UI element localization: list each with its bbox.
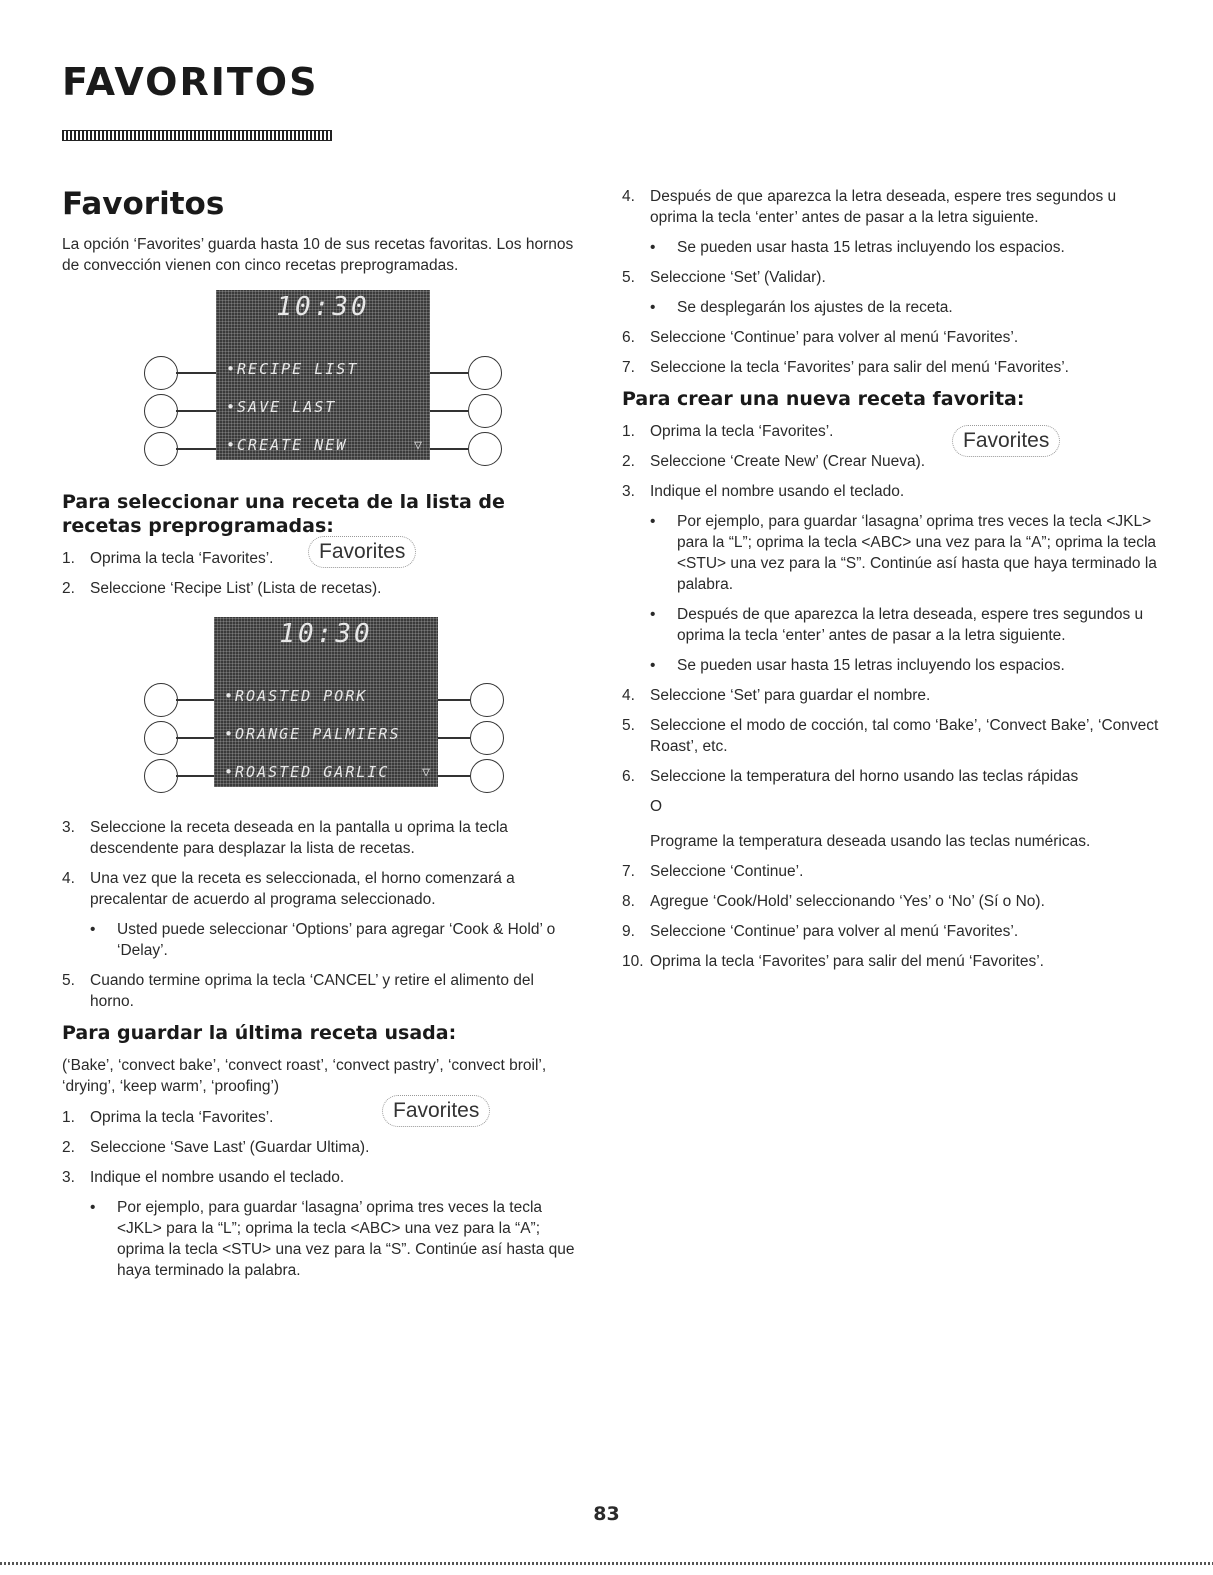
intro-paragraph: La opción ‘Favorites’ guarda hasta 10 de sus recetas favoritas. Los hornos de convección vienen con cinco recetas preprogramadas. [62, 236, 574, 274]
option-button-right-2[interactable] [470, 721, 504, 755]
or-separator: O [650, 798, 663, 815]
page-number: 83 [593, 1503, 620, 1525]
page-title: FAVORITOS [62, 60, 319, 104]
steps-block [62, 540, 582, 599]
step-item: 10. Oprima la tecla ‘Favorites’ para salir del menú ‘Favorites’. [622, 953, 1044, 970]
option-button-left-3[interactable] [144, 759, 178, 793]
option-button-right-1[interactable] [470, 683, 504, 717]
leader-line [438, 699, 470, 701]
scroll-down-icon: ▽ [422, 765, 430, 780]
leader-line [176, 699, 214, 701]
step-item: 2. Seleccione ‘Save Last’ (Guardar Ultima). [62, 1139, 370, 1156]
step-item: 3. Seleccione la receta deseada en la pantalla u oprima la tecla descendente para desplazar la lista de recetas. [62, 819, 508, 857]
step-item: 9. Seleccione ‘Continue’ para volver al menú ‘Favorites’. [622, 923, 1019, 940]
modes-note: (‘Bake’, ‘convect bake’, ‘convect roast’, ‘convect pastry’, ‘convect broil’, ‘drying’, ‘keep warm’, ‘proofing’) [62, 1057, 547, 1095]
option-button-left-1[interactable] [144, 356, 178, 390]
steps-block [622, 421, 1162, 472]
step-item: 6. Seleccione ‘Continue’ para volver al menú ‘Favorites’. [622, 329, 1019, 346]
display-option-recipe-list: •RECIPE LIST [226, 360, 359, 378]
option-button-right-3[interactable] [468, 432, 502, 466]
leader-line [176, 775, 214, 777]
steps-block [62, 1099, 582, 1158]
bullet-item: • Se pueden usar hasta 15 letras incluyendo los espacios. [650, 657, 1065, 674]
step-item: 1. Oprima la tecla ‘Favorites’. [622, 423, 834, 440]
subheading-create-new: Para crear una nueva receta favorita: [622, 388, 1025, 410]
bottom-rule [0, 1562, 1213, 1565]
bullet-item: • Por ejemplo, para guardar ‘lasagna’ oprima tres veces la tecla <JKL> para la “L”; oprima la tecla <ABC> una vez para la “A”; oprima la tecla <STU> una vez para la “S”. Continúe así hasta que haya terminado la palabra. [90, 1199, 575, 1279]
leader-line [176, 410, 216, 412]
step-item: 7. Seleccione la tecla ‘Favorites’ para salir del menú ‘Favorites’. [622, 359, 1069, 376]
step-item: 1. Oprima la tecla ‘Favorites’. [62, 1109, 274, 1126]
leader-line [430, 410, 468, 412]
option-button-right-2[interactable] [468, 394, 502, 428]
bullet-item: • Después de que aparezca la letra deseada, espere tres segundos u oprima la tecla ‘enter’ antes de pasar a la letra siguiente. [650, 606, 1144, 644]
display-clock: 10:30 [279, 619, 373, 649]
leader-line [438, 737, 470, 739]
step-item: 2. Seleccione ‘Create New’ (Crear Nueva). [622, 453, 926, 470]
bullet-item: • Se desplegarán los ajustes de la receta. [650, 299, 953, 316]
option-button-left-2[interactable] [144, 394, 178, 428]
step-item: 5. Seleccione ‘Set’ (Validar). [622, 269, 826, 286]
bullet-item: • Usted puede seleccionar ‘Options’ para agregar ‘Cook & Hold’ o ‘Delay’. [90, 921, 556, 959]
leader-line [176, 448, 216, 450]
leader-line [438, 775, 470, 777]
left-column [62, 180, 582, 1290]
title-rule [62, 130, 332, 141]
option-button-left-1[interactable] [144, 683, 178, 717]
favorites-key-icon: Favorites [382, 1095, 490, 1127]
control-display-figure [62, 290, 582, 474]
display-option-save-last: •SAVE LAST [226, 398, 337, 416]
leader-line [430, 448, 468, 450]
option-button-left-2[interactable] [144, 721, 178, 755]
option-button-right-3[interactable] [470, 759, 504, 793]
scroll-down-icon: ▽ [414, 438, 422, 453]
step-item: 8. Agregue ‘Cook/Hold’ seleccionando ‘Yes’ o ‘No’ (Sí o No). [622, 893, 1045, 910]
leader-line [430, 372, 468, 374]
step-item: 4. Después de que aparezca la letra deseada, espere tres segundos u oprima la tecla ‘enter’ antes de pasar a la letra siguiente. [622, 188, 1117, 226]
step-item: 7. Seleccione ‘Continue’. [622, 863, 804, 880]
option-button-right-1[interactable] [468, 356, 502, 390]
step-item: 4. Una vez que la receta es seleccionada, el horno comenzará a precalentar de acuerdo al programa seleccionado. [62, 870, 515, 908]
step-item: 4. Seleccione ‘Set’ para guardar el nombre. [622, 687, 931, 704]
subheading-select-recipe: Para seleccionar una receta de la lista de recetas preprogramadas: [62, 491, 505, 537]
display-option-roasted-garlic: •ROASTED GARLIC [224, 763, 390, 781]
step-item: 3. Indique el nombre usando el teclado. [62, 1169, 345, 1186]
display-option-create-new: •CREATE NEW [226, 436, 348, 454]
step-item: 2. Seleccione ‘Recipe List’ (Lista de recetas). [62, 580, 382, 597]
favorites-key-icon: Favorites [308, 536, 416, 568]
step-item: 6. Seleccione la temperatura del horno usando las teclas rápidas [622, 768, 1079, 785]
control-display-figure [62, 617, 582, 801]
display-option-roasted-pork: •ROASTED PORK [224, 687, 368, 705]
favorites-key-icon: Favorites [952, 425, 1060, 457]
step-item: 5. Seleccione el modo de cocción, tal como ‘Bake’, ‘Convect Bake’, ‘Convect Roast’, etc. [622, 717, 1159, 755]
bullet-item: • Por ejemplo, para guardar ‘lasagna’ oprima tres veces la tecla <JKL> para la “L”; oprima la tecla <ABC> una vez para la “A”; oprima la tecla <STU> una vez para la “S”. Continúe así hasta que haya terminado la palabra. [650, 513, 1157, 593]
leader-line [176, 372, 216, 374]
control-display-screen [216, 290, 430, 460]
bullet-item: • Se pueden usar hasta 15 letras incluyendo los espacios. [650, 239, 1065, 256]
step-item: 3. Indique el nombre usando el teclado. [622, 483, 905, 500]
section-heading: Favoritos [62, 186, 225, 222]
control-display-screen [214, 617, 438, 787]
subheading-save-last: Para guardar la última receta usada: [62, 1022, 457, 1044]
step-item: 5. Cuando termine oprima la tecla ‘CANCEL’ y retire el alimento del horno. [62, 972, 534, 1010]
step-item: 1. Oprima la tecla ‘Favorites’. [62, 550, 274, 567]
program-note: Programe la temperatura deseada usando las teclas numéricas. [650, 833, 1091, 850]
option-button-left-3[interactable] [144, 432, 178, 466]
leader-line [176, 737, 214, 739]
right-column [622, 186, 1162, 981]
display-clock: 10:30 [276, 292, 370, 322]
display-option-orange-palmiers: •ORANGE PALMIERS [224, 725, 401, 743]
